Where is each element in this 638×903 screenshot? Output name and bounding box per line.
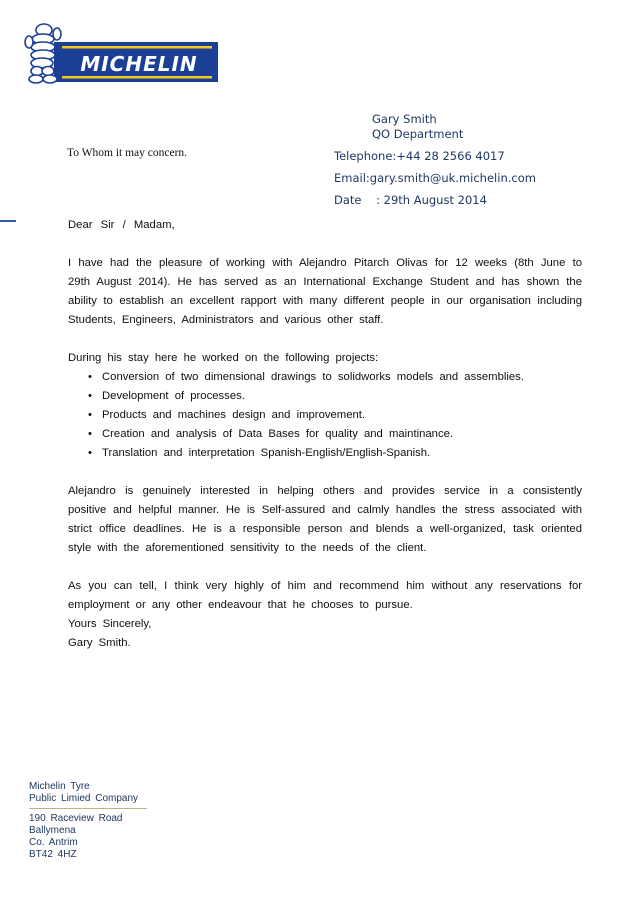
projects-intro: During his stay here he worked on the following projects: xyxy=(68,352,379,364)
list-item: • Creation and analysis of Data Bases for quality and maintinance. xyxy=(88,425,582,444)
signature-name: Gary Smith. xyxy=(68,637,131,649)
sender-name: Gary Smith xyxy=(372,112,437,126)
list-item: • Conversion of two dimensional drawings to solidworks models and assemblies. xyxy=(88,368,582,387)
to-whom-line: To Whom it may concern. xyxy=(67,147,188,159)
paragraph-character: Alejandro is genuinely interested in helping others and provides service in a consistently positive and helpful manner. He is Self-assured and calmly handles the stress associated with strict office deadlines. He is a responsible person and blends a well-organized, task oriented style with the aforementioned sensitivity to the needs of the client. xyxy=(68,485,582,554)
address-line: 190 Raceview Road xyxy=(29,813,123,824)
paragraph-recommendation: As you can tell, I think very highly of him and recommend him without any reservations for employment or any other endeavour that he chooses to pursue. xyxy=(68,580,582,611)
list-item: • Products and machines design and improvement. xyxy=(88,406,582,425)
paragraph-intro: I have had the pleasure of working with Alejandro Pitarch Olivas for 12 weeks (8th June to 29th August 2014). He has served as an International Exchange Student and has shown the ability to establish an excellent rapport with many different people in our organisation including Students, Engineers, Administrators and various other staff. xyxy=(68,257,582,326)
michelin-logo xyxy=(24,20,218,86)
letter-date: Date : 29th August 2014 xyxy=(334,193,487,207)
address-line: Co. Antrim xyxy=(29,837,78,848)
projects-list xyxy=(68,368,582,463)
sender-department: QO Department xyxy=(372,127,464,141)
address-line: Ballymena xyxy=(29,825,76,836)
list-item: • Translation and interpretation Spanish-English/English-Spanish. xyxy=(88,444,582,463)
logo-brand-text: MICHELIN xyxy=(80,52,198,76)
company-footer xyxy=(29,781,147,861)
company-name: Michelin Tyre xyxy=(29,781,90,792)
address-line: BT42 4HZ xyxy=(29,849,77,860)
sender-email[interactable]: Email:gary.smith@uk.michelin.com xyxy=(334,171,536,185)
margin-marker xyxy=(0,220,16,222)
letter-body xyxy=(68,216,582,653)
sign-off: Yours Sincerely, xyxy=(68,618,152,630)
company-type: Public Limied Company xyxy=(29,793,139,804)
list-item: • Development of processes. xyxy=(88,387,582,406)
footer-divider xyxy=(29,808,147,809)
greeting: Dear Sir / Madam, xyxy=(68,219,175,231)
sender-telephone: Telephone:+44 28 2566 4017 xyxy=(334,149,505,163)
